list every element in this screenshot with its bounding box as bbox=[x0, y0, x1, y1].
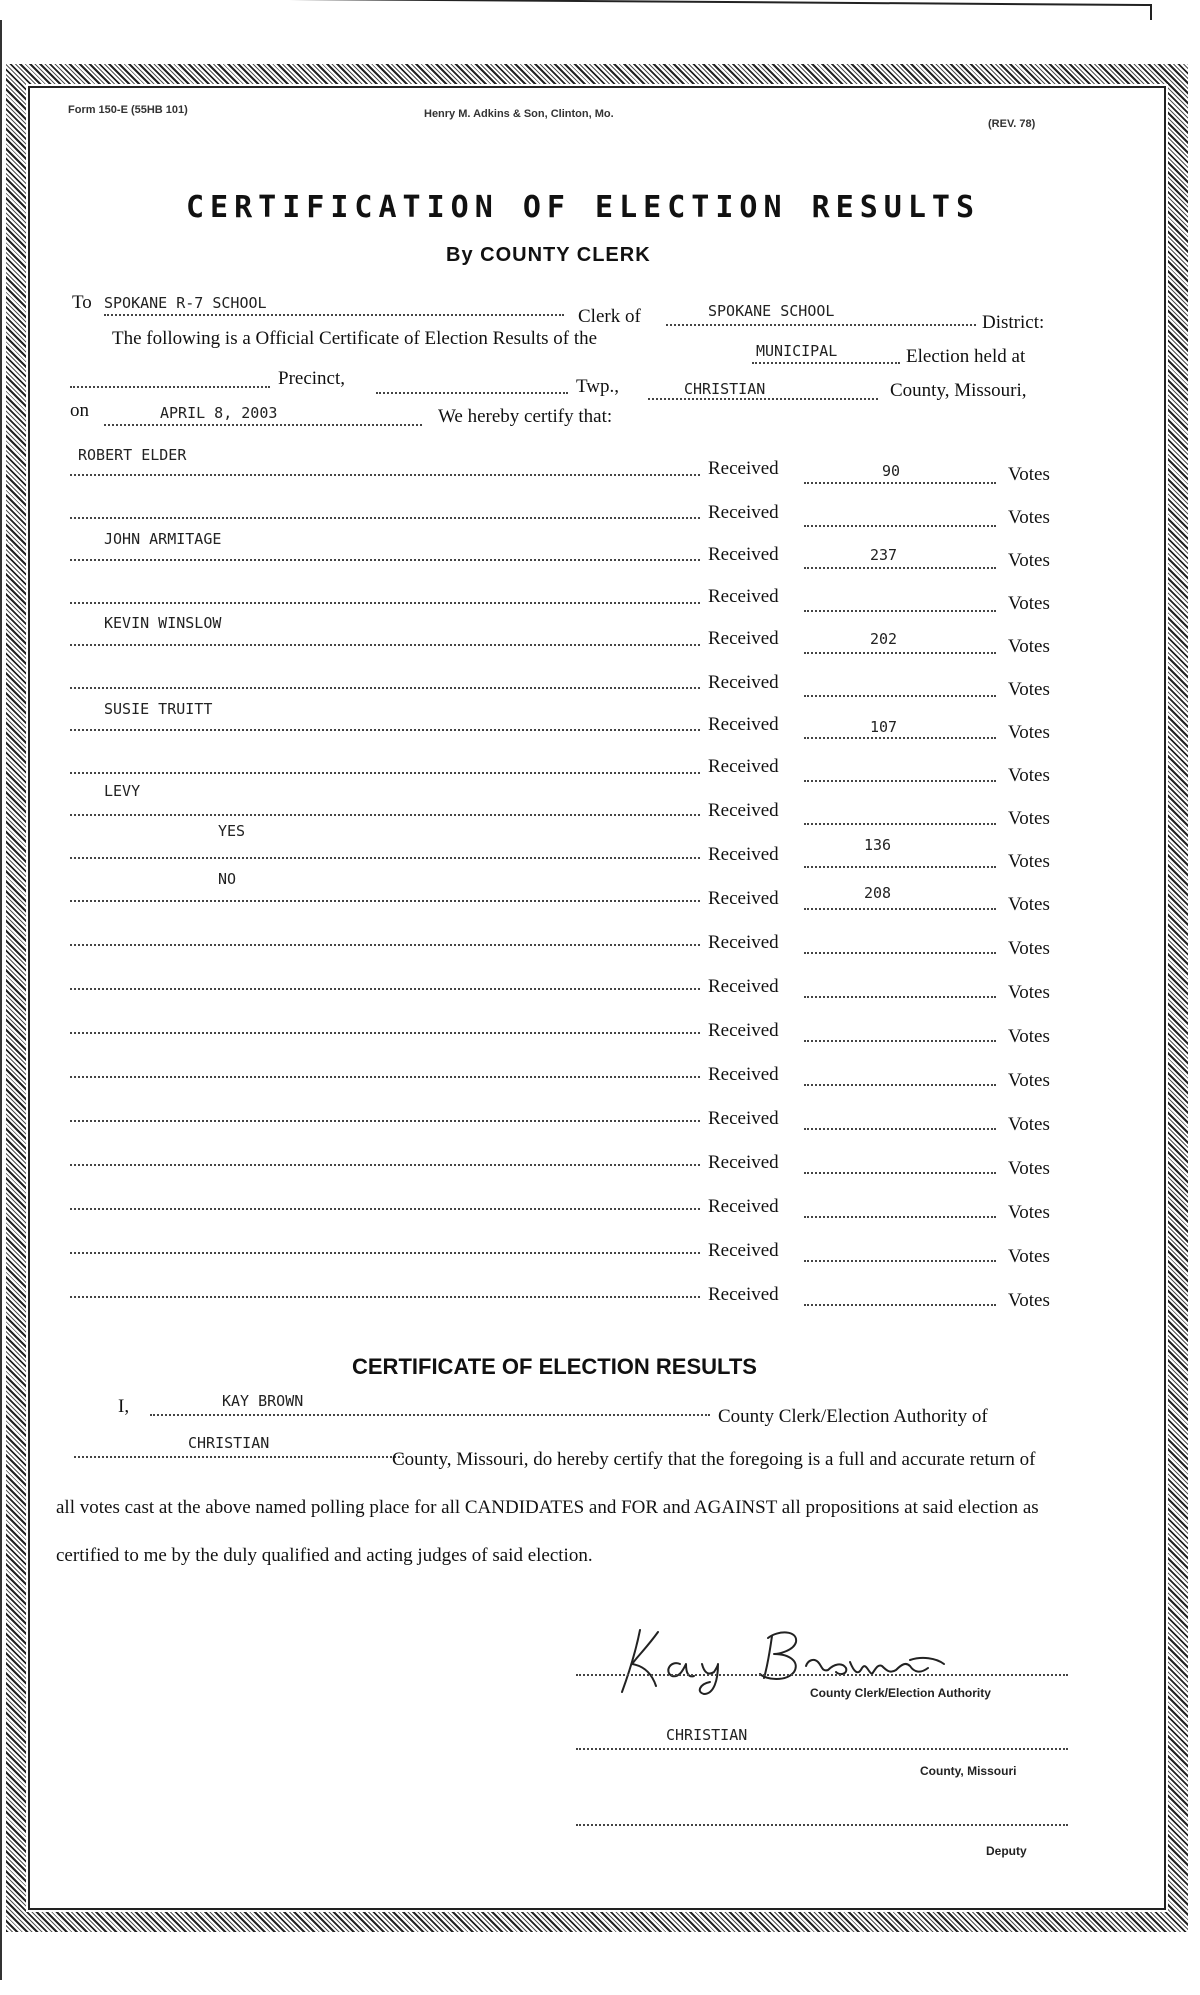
name-line bbox=[70, 517, 700, 519]
clerk-name: KAY BROWN bbox=[222, 1392, 304, 1410]
i-label: I, bbox=[118, 1396, 130, 1417]
printer-credit: Henry M. Adkins & Son, Clinton, Mo. bbox=[424, 108, 614, 120]
received-label: Received bbox=[708, 976, 779, 997]
received-label: Received bbox=[708, 844, 779, 865]
votes-line bbox=[804, 1040, 996, 1042]
deputy-caption: Deputy bbox=[986, 1844, 1027, 1858]
votes-line bbox=[804, 823, 996, 825]
election-type: MUNICIPAL bbox=[756, 342, 838, 360]
candidate-name: JOHN ARMITAGE bbox=[104, 530, 222, 548]
votes-line bbox=[804, 908, 996, 910]
candidate-name: ROBERT ELDER bbox=[78, 446, 187, 464]
votes-label: Votes bbox=[1008, 1202, 1050, 1223]
certificate-county: CHRISTIAN bbox=[188, 1434, 270, 1452]
signature-line bbox=[576, 1674, 1068, 1676]
name-line bbox=[70, 1296, 700, 1298]
received-label: Received bbox=[708, 1152, 779, 1173]
received-label: Received bbox=[708, 932, 779, 953]
received-label: Received bbox=[708, 1020, 779, 1041]
county-value: CHRISTIAN bbox=[684, 380, 766, 398]
authority-of: County Clerk/Election Authority of bbox=[718, 1406, 988, 1427]
votes-line bbox=[804, 1084, 996, 1086]
votes-label: Votes bbox=[1008, 851, 1050, 872]
received-label: Received bbox=[708, 756, 779, 777]
name-line bbox=[70, 814, 700, 816]
vote-count: 136 bbox=[864, 836, 892, 854]
candidate-name: NO bbox=[218, 870, 237, 888]
clerk-of-value: SPOKANE SCHOOL bbox=[708, 302, 835, 320]
candidate-name: SUSIE TRUITT bbox=[104, 700, 213, 718]
deputy-line bbox=[576, 1824, 1068, 1826]
county-signature-line bbox=[576, 1748, 1068, 1750]
received-label: Received bbox=[708, 458, 779, 479]
received-label: Received bbox=[708, 1064, 779, 1085]
votes-line bbox=[804, 1260, 996, 1262]
votes-line bbox=[804, 952, 996, 954]
district-label: District: bbox=[982, 312, 1045, 333]
received-label: Received bbox=[708, 1284, 779, 1305]
votes-label: Votes bbox=[1008, 765, 1050, 786]
vote-count: 237 bbox=[870, 546, 898, 564]
election-type-line bbox=[752, 362, 900, 364]
votes-label: Votes bbox=[1008, 722, 1050, 743]
vote-count: 90 bbox=[882, 462, 901, 480]
certify-text: We hereby certify that: bbox=[438, 406, 613, 427]
votes-label: Votes bbox=[1008, 679, 1050, 700]
precinct-line bbox=[70, 386, 270, 388]
clerk-of-label: Clerk of bbox=[578, 306, 641, 327]
vote-count: 208 bbox=[864, 884, 892, 902]
signature-caption: County Clerk/Election Authority bbox=[810, 1686, 991, 1700]
twp-label: Twp., bbox=[576, 376, 620, 397]
received-label: Received bbox=[708, 1108, 779, 1129]
name-line bbox=[70, 944, 700, 946]
votes-line bbox=[804, 1172, 996, 1174]
received-label: Received bbox=[708, 502, 779, 523]
votes-line bbox=[804, 866, 996, 868]
vote-count: 107 bbox=[870, 718, 898, 736]
received-label: Received bbox=[708, 628, 779, 649]
on-label: on bbox=[70, 400, 89, 421]
name-line bbox=[70, 1076, 700, 1078]
county-line bbox=[648, 398, 878, 400]
received-label: Received bbox=[708, 1196, 779, 1217]
page-title: CERTIFICATION OF ELECTION RESULTS bbox=[186, 190, 981, 225]
page-subtitle: By COUNTY CLERK bbox=[446, 244, 651, 266]
clerk-of-line bbox=[666, 324, 976, 326]
county-line-value: CHRISTIAN bbox=[666, 1726, 748, 1744]
certification-paragraph: County, Missouri, do hereby certify that the foregoing is a full and accurate return of all votes cast at the above named polling place for all CANDIDATES and FOR and AGAINST all propositions at said election as certified to me by the duly qualified and acting judges of said election. bbox=[56, 1449, 1039, 1566]
page-edge-left bbox=[0, 20, 2, 1980]
votes-label: Votes bbox=[1008, 894, 1050, 915]
votes-label: Votes bbox=[1008, 1070, 1050, 1091]
to-line bbox=[104, 314, 564, 316]
name-line bbox=[70, 729, 700, 731]
name-line bbox=[70, 559, 700, 561]
received-label: Received bbox=[708, 800, 779, 821]
precinct-label: Precinct, bbox=[278, 368, 346, 389]
votes-label: Votes bbox=[1008, 636, 1050, 657]
vote-count: 202 bbox=[870, 630, 898, 648]
votes-line bbox=[804, 1128, 996, 1130]
name-line bbox=[70, 1164, 700, 1166]
votes-label: Votes bbox=[1008, 1026, 1050, 1047]
votes-label: Votes bbox=[1008, 593, 1050, 614]
votes-label: Votes bbox=[1008, 982, 1050, 1003]
votes-label: Votes bbox=[1008, 938, 1050, 959]
votes-line bbox=[804, 695, 996, 697]
county-caption: County, Missouri bbox=[920, 1764, 1017, 1778]
votes-line bbox=[804, 1304, 996, 1306]
form-revision: (REV. 78) bbox=[988, 118, 1036, 130]
votes-label: Votes bbox=[1008, 808, 1050, 829]
received-label: Received bbox=[708, 672, 779, 693]
received-label: Received bbox=[708, 586, 779, 607]
candidate-name: KEVIN WINSLOW bbox=[104, 614, 222, 632]
name-line bbox=[70, 1252, 700, 1254]
name-line bbox=[70, 1120, 700, 1122]
votes-line bbox=[804, 525, 996, 527]
form-number: Form 150-E (55HB 101) bbox=[68, 104, 188, 116]
votes-label: Votes bbox=[1008, 1158, 1050, 1179]
name-line bbox=[70, 474, 700, 476]
page-edge bbox=[0, 0, 1152, 20]
received-label: Received bbox=[708, 714, 779, 735]
clerk-name-line bbox=[150, 1414, 710, 1416]
intro-text: The following is a Official Certificate of Election Results of the bbox=[112, 328, 598, 349]
to-label: To bbox=[72, 292, 92, 313]
name-line bbox=[70, 988, 700, 990]
votes-label: Votes bbox=[1008, 1114, 1050, 1135]
received-label: Received bbox=[708, 544, 779, 565]
election-held-at: Election held at bbox=[906, 346, 1026, 367]
name-line bbox=[70, 857, 700, 859]
received-label: Received bbox=[708, 888, 779, 909]
votes-line bbox=[804, 610, 996, 612]
to-value: SPOKANE R-7 SCHOOL bbox=[104, 294, 267, 312]
name-line bbox=[70, 772, 700, 774]
votes-line bbox=[804, 737, 996, 739]
votes-label: Votes bbox=[1008, 1246, 1050, 1267]
date-line bbox=[104, 424, 422, 426]
votes-label: Votes bbox=[1008, 550, 1050, 571]
votes-line bbox=[804, 996, 996, 998]
certificate-heading: CERTIFICATE OF ELECTION RESULTS bbox=[352, 1354, 757, 1379]
votes-line bbox=[804, 652, 996, 654]
name-line bbox=[70, 1032, 700, 1034]
votes-line bbox=[804, 482, 996, 484]
candidate-name: LEVY bbox=[104, 782, 141, 800]
votes-label: Votes bbox=[1008, 464, 1050, 485]
county-missouri: County, Missouri, bbox=[890, 380, 1027, 401]
votes-label: Votes bbox=[1008, 1290, 1050, 1311]
votes-line bbox=[804, 567, 996, 569]
election-date: APRIL 8, 2003 bbox=[160, 404, 278, 422]
votes-line bbox=[804, 1216, 996, 1218]
votes-line bbox=[804, 780, 996, 782]
votes-label: Votes bbox=[1008, 507, 1050, 528]
name-line bbox=[70, 644, 700, 646]
name-line bbox=[70, 900, 700, 902]
candidate-name: YES bbox=[218, 822, 246, 840]
name-line bbox=[70, 687, 700, 689]
name-line bbox=[70, 602, 700, 604]
twp-line bbox=[376, 392, 568, 394]
received-label: Received bbox=[708, 1240, 779, 1261]
name-line bbox=[70, 1208, 700, 1210]
